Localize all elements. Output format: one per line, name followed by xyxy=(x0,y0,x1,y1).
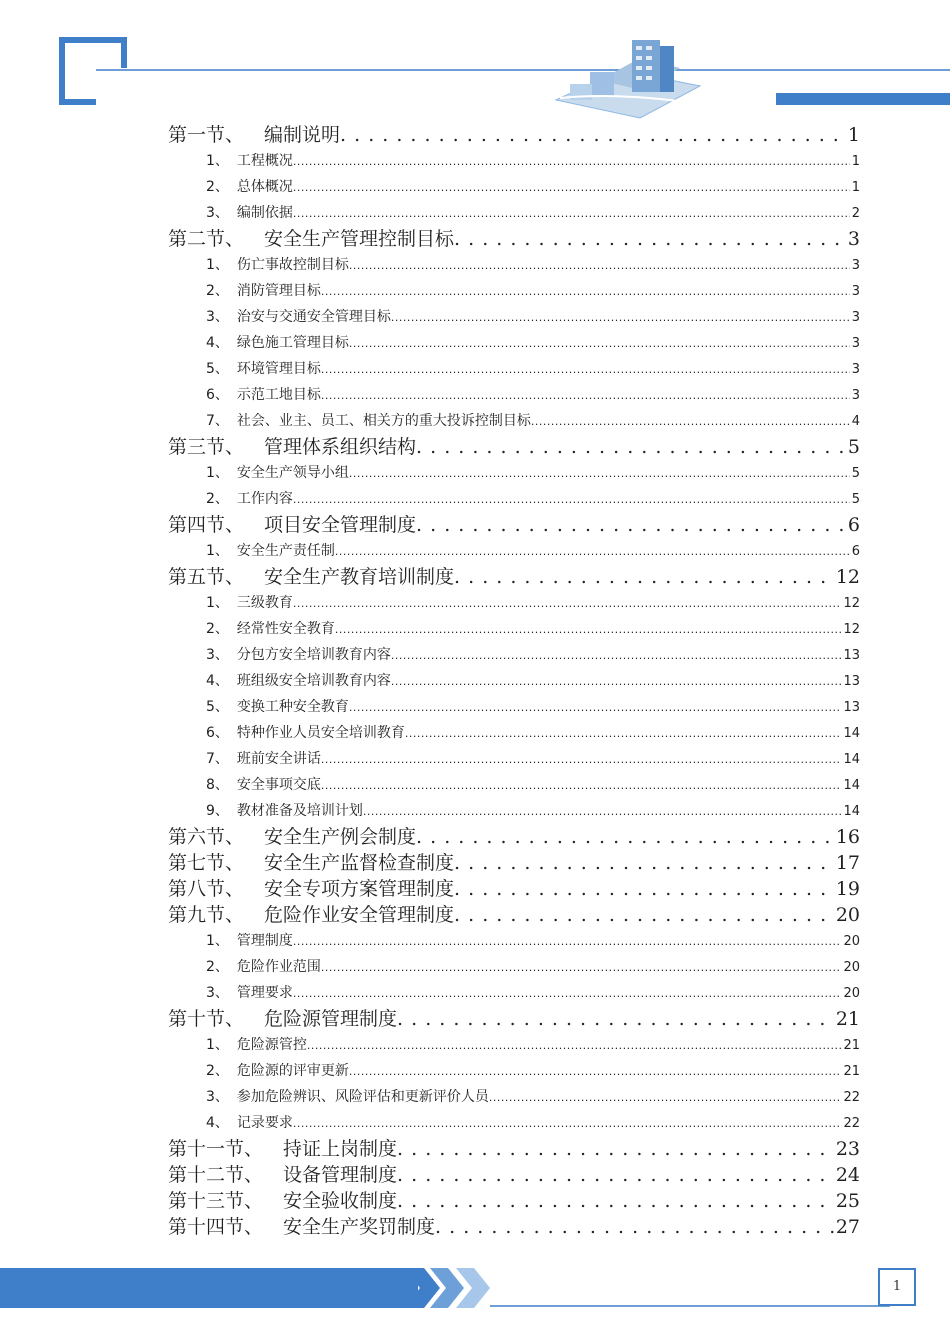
toc-subsection-entry[interactable] xyxy=(168,486,860,512)
toc-entry-number: 第八节、 xyxy=(168,878,245,900)
toc-entry-page: 21 xyxy=(843,1038,860,1053)
toc-entry-page: 14 xyxy=(843,726,860,741)
toc-leader-dots xyxy=(293,590,842,616)
toc-leader-dots xyxy=(454,850,834,876)
toc-subsection-entry[interactable] xyxy=(168,1084,860,1110)
toc-subsection-entry[interactable] xyxy=(168,382,860,408)
toc-entry-title: 绿色施工管理目标 xyxy=(236,335,349,351)
toc-entry-number: 第十三节、 xyxy=(168,1190,264,1212)
toc-section-entry[interactable] xyxy=(168,876,860,902)
toc-entry-number: 2、 xyxy=(206,179,229,195)
toc-entry-number: 1、 xyxy=(206,595,229,611)
toc-entry-title: 安全事项交底 xyxy=(236,777,321,793)
toc-entry-page: 12 xyxy=(835,566,860,588)
toc-subsection-entry[interactable] xyxy=(168,304,860,330)
toc-entry-page: 3 xyxy=(847,228,860,250)
toc-entry-title: 安全生产例会制度 xyxy=(264,826,417,848)
toc-entry-page: 25 xyxy=(835,1190,860,1212)
toc-entry-title: 治安与交通安全管理目标 xyxy=(236,309,391,325)
toc-leader-dots xyxy=(454,876,834,902)
toc-subsection-entry[interactable] xyxy=(168,174,860,200)
toc-leader-dots xyxy=(293,174,850,200)
toc-subsection-entry[interactable] xyxy=(168,148,860,174)
toc-section-entry[interactable] xyxy=(168,824,860,850)
toc-entry-page: 20 xyxy=(843,986,860,1001)
toc-entry-page: 22 xyxy=(843,1090,860,1105)
toc-subsection-entry[interactable] xyxy=(168,356,860,382)
toc-entry-number: 6、 xyxy=(206,725,229,741)
toc-entry-page: 20 xyxy=(843,934,860,949)
toc-entry-title: 参加危险辨识、风险评估和更新评价人员 xyxy=(236,1089,489,1105)
toc-leader-dots xyxy=(321,954,842,980)
toc-leader-dots xyxy=(416,434,846,460)
toc-section-entry[interactable] xyxy=(168,1188,860,1214)
toc-entry-number: 2、 xyxy=(206,621,229,637)
toc-entry-page: 4 xyxy=(851,414,860,429)
toc-entry-title: 安全生产奖罚制度 xyxy=(283,1216,436,1238)
toc-entry-page: 1 xyxy=(851,180,860,195)
toc-entry-title: 安全生产领导小组 xyxy=(236,465,349,481)
toc-entry-number: 3、 xyxy=(206,1089,229,1105)
toc-entry-title: 安全生产教育培训制度 xyxy=(264,566,455,588)
toc-subsection-entry[interactable] xyxy=(168,772,860,798)
toc-leader-dots xyxy=(416,512,846,538)
toc-entry-number: 第五节、 xyxy=(168,566,245,588)
toc-section-entry[interactable] xyxy=(168,1006,860,1032)
toc-subsection-entry[interactable] xyxy=(168,1032,860,1058)
toc-entry-title: 危险源管理制度 xyxy=(264,1008,398,1030)
toc-entry-page: 21 xyxy=(835,1008,860,1030)
toc-entry-number: 2、 xyxy=(206,491,229,507)
toc-leader-dots xyxy=(391,642,842,668)
toc-entry-page: 2 xyxy=(851,206,860,221)
toc-entry-page: 3 xyxy=(851,336,860,351)
toc-leader-dots xyxy=(363,798,842,824)
toc-section-entry[interactable] xyxy=(168,122,860,148)
toc-entry-number: 第十四节、 xyxy=(168,1216,264,1238)
toc-leader-dots xyxy=(349,1058,842,1084)
page-number: 1 xyxy=(878,1268,916,1306)
toc-entry-page: 19 xyxy=(835,878,860,900)
toc-entry-title: 工程概况 xyxy=(236,153,293,169)
toc-leader-dots xyxy=(349,252,850,278)
toc-leader-dots xyxy=(397,1006,834,1032)
toc-leader-dots xyxy=(531,408,850,434)
toc-subsection-entry[interactable] xyxy=(168,590,860,616)
toc-subsection-entry[interactable] xyxy=(168,408,860,434)
toc-entry-title: 编制依据 xyxy=(236,205,293,221)
toc-entry-page: 27 xyxy=(835,1216,860,1238)
toc-entry-page: 3 xyxy=(851,362,860,377)
toc-entry-title: 工作内容 xyxy=(236,491,293,507)
toc-entry-title: 安全验收制度 xyxy=(283,1190,398,1212)
toc-leader-dots xyxy=(416,824,834,850)
toc-entry-title: 管理制度 xyxy=(236,933,293,949)
toc-entry-number: 第九节、 xyxy=(168,904,245,926)
toc-section-entry[interactable] xyxy=(168,1214,860,1240)
toc-subsection-entry[interactable] xyxy=(168,694,860,720)
toc-entry-page: 5 xyxy=(851,466,860,481)
toc-leader-dots xyxy=(321,356,850,382)
toc-entry-title: 危险源的评审更新 xyxy=(236,1063,349,1079)
toc-entry-title: 分包方安全培训教育内容 xyxy=(236,647,391,663)
toc-entry-number: 5、 xyxy=(206,699,229,715)
toc-entry-number: 第七节、 xyxy=(168,852,245,874)
toc-entry-number: 4、 xyxy=(206,335,229,351)
header-decoration xyxy=(0,0,950,120)
toc-section-entry[interactable] xyxy=(168,226,860,252)
toc-entry-number: 第十二节、 xyxy=(168,1164,264,1186)
toc-leader-dots xyxy=(293,200,850,226)
toc-entry-page: 13 xyxy=(843,674,860,689)
toc-entry-title: 安全生产责任制 xyxy=(236,543,335,559)
toc-entry-page: 5 xyxy=(847,436,860,458)
toc-entry-title: 社会、业主、员工、相关方的重大投诉控制目标 xyxy=(236,413,531,429)
footer-decoration xyxy=(0,1255,950,1344)
toc-entry-number: 第十一节、 xyxy=(168,1138,264,1160)
toc-entry-title: 班前安全讲话 xyxy=(236,751,321,767)
toc-entry-page: 14 xyxy=(843,778,860,793)
toc-entry-page: 22 xyxy=(843,1116,860,1131)
toc-entry-title: 三级教育 xyxy=(236,595,293,611)
toc-leader-dots xyxy=(454,226,846,252)
toc-subsection-entry[interactable] xyxy=(168,330,860,356)
toc-entry-title: 危险作业范围 xyxy=(236,959,321,975)
toc-leader-dots xyxy=(293,1110,842,1136)
toc-leader-dots xyxy=(349,460,850,486)
toc-entry-number: 1、 xyxy=(206,257,229,273)
toc-section-entry[interactable] xyxy=(168,850,860,876)
toc-entry-number: 1、 xyxy=(206,933,229,949)
toc-entry-number: 2、 xyxy=(206,959,229,975)
toc-entry-page: 21 xyxy=(843,1064,860,1079)
toc-section-entry[interactable] xyxy=(168,512,860,538)
toc-subsection-entry[interactable] xyxy=(168,278,860,304)
toc-section-entry[interactable] xyxy=(168,902,860,928)
toc-entry-number: 7、 xyxy=(206,751,229,767)
toc-leader-dots xyxy=(293,980,842,1006)
corner-bracket-icon xyxy=(62,40,136,108)
toc-entry-title: 伤亡事故控制目标 xyxy=(236,257,349,273)
toc-entry-page: 13 xyxy=(843,648,860,663)
toc-entry-number: 1、 xyxy=(206,1037,229,1053)
toc-entry-number: 8、 xyxy=(206,777,229,793)
toc-entry-page: 17 xyxy=(835,852,860,874)
toc-subsection-entry[interactable] xyxy=(168,1058,860,1084)
toc-leader-dots xyxy=(321,278,850,304)
toc-subsection-entry[interactable] xyxy=(168,980,860,1006)
toc-leader-dots xyxy=(335,616,842,642)
toc-entry-page: 23 xyxy=(835,1138,860,1160)
toc-leader-dots xyxy=(321,772,842,798)
toc-entry-number: 7、 xyxy=(206,413,229,429)
toc-entry-title: 班组级安全培训教育内容 xyxy=(236,673,391,689)
toc-entry-page: 24 xyxy=(835,1164,860,1186)
toc-entry-number: 1、 xyxy=(206,153,229,169)
toc-entry-number: 2、 xyxy=(206,283,229,299)
toc-entry-title: 教材准备及培训计划 xyxy=(236,803,363,819)
toc-leader-dots xyxy=(293,148,850,174)
toc-leader-dots xyxy=(293,928,842,954)
toc-entry-title: 示范工地目标 xyxy=(236,387,321,403)
toc-leader-dots xyxy=(293,486,850,512)
toc-entry-title: 安全生产管理控制目标 xyxy=(264,228,455,250)
toc-leader-dots xyxy=(307,1032,842,1058)
toc-entry-title: 特种作业人员安全培训教育 xyxy=(236,725,405,741)
toc-section-entry[interactable] xyxy=(168,1136,860,1162)
toc-entry-page: 6 xyxy=(847,514,860,536)
footer-bar xyxy=(0,1268,418,1308)
toc-entry-number: 第一节、 xyxy=(168,124,245,146)
toc-entry-title: 设备管理制度 xyxy=(283,1164,398,1186)
toc-leader-dots xyxy=(391,668,842,694)
toc-entry-number: 2、 xyxy=(206,1063,229,1079)
toc-subsection-entry[interactable] xyxy=(168,720,860,746)
toc-entry-title: 管理体系组织结构 xyxy=(264,436,417,458)
toc-entry-title: 安全生产监督检查制度 xyxy=(264,852,455,874)
toc-entry-page: 3 xyxy=(851,258,860,273)
toc-entry-number: 第二节、 xyxy=(168,228,245,250)
toc-leader-dots xyxy=(349,694,842,720)
header-bar xyxy=(776,93,950,105)
toc-entry-number: 4、 xyxy=(206,1115,229,1131)
toc-entry-title: 危险源管控 xyxy=(236,1037,307,1053)
toc-entry-number: 6、 xyxy=(206,387,229,403)
toc-entry-page: 3 xyxy=(851,388,860,403)
toc-leader-dots xyxy=(397,1136,834,1162)
toc-entry-page: 20 xyxy=(843,960,860,975)
toc-leader-dots xyxy=(454,902,834,928)
toc-subsection-entry[interactable] xyxy=(168,798,860,824)
toc-entry-number: 9、 xyxy=(206,803,229,819)
toc-entry-title: 危险作业安全管理制度 xyxy=(264,904,455,926)
toc-entry-page: 6 xyxy=(851,544,860,559)
building-illustration-icon xyxy=(556,40,700,118)
toc-entry-title: 项目安全管理制度 xyxy=(264,514,417,536)
toc-section-entry[interactable] xyxy=(168,1162,860,1188)
toc-leader-dots xyxy=(397,1162,834,1188)
toc-section-entry[interactable] xyxy=(168,564,860,590)
toc-subsection-entry[interactable] xyxy=(168,668,860,694)
table-of-contents xyxy=(168,122,860,1240)
toc-entry-title: 安全专项方案管理制度 xyxy=(264,878,455,900)
toc-subsection-entry[interactable] xyxy=(168,200,860,226)
toc-leader-dots xyxy=(435,1214,834,1240)
toc-leader-dots xyxy=(335,538,850,564)
toc-entry-title: 编制说明 xyxy=(264,124,341,146)
toc-leader-dots xyxy=(397,1188,834,1214)
toc-entry-number: 4、 xyxy=(206,673,229,689)
toc-entry-number: 3、 xyxy=(206,205,229,221)
toc-entry-title: 经常性安全教育 xyxy=(236,621,335,637)
toc-subsection-entry[interactable] xyxy=(168,538,860,564)
toc-leader-dots xyxy=(340,122,846,148)
toc-entry-number: 3、 xyxy=(206,647,229,663)
toc-entry-page: 20 xyxy=(835,904,860,926)
toc-entry-page: 12 xyxy=(843,596,860,611)
toc-leader-dots xyxy=(321,746,842,772)
toc-subsection-entry[interactable] xyxy=(168,1110,860,1136)
toc-subsection-entry[interactable] xyxy=(168,616,860,642)
toc-subsection-entry[interactable] xyxy=(168,642,860,668)
toc-leader-dots xyxy=(454,564,834,590)
toc-leader-dots xyxy=(391,304,850,330)
toc-entry-page: 12 xyxy=(843,622,860,637)
toc-entry-number: 第十节、 xyxy=(168,1008,245,1030)
toc-entry-number: 1、 xyxy=(206,543,229,559)
toc-entry-number: 第六节、 xyxy=(168,826,245,848)
toc-subsection-entry[interactable] xyxy=(168,746,860,772)
toc-entry-title: 消防管理目标 xyxy=(236,283,321,299)
toc-entry-title: 管理要求 xyxy=(236,985,293,1001)
toc-entry-number: 1、 xyxy=(206,465,229,481)
toc-entry-page: 3 xyxy=(851,310,860,325)
toc-leader-dots xyxy=(489,1084,842,1110)
toc-entry-title: 持证上岗制度 xyxy=(283,1138,398,1160)
toc-subsection-entry[interactable] xyxy=(168,954,860,980)
toc-entry-number: 3、 xyxy=(206,985,229,1001)
toc-entry-number: 5、 xyxy=(206,361,229,377)
toc-entry-title: 变换工种安全教育 xyxy=(236,699,349,715)
toc-leader-dots xyxy=(405,720,842,746)
toc-entry-number: 3、 xyxy=(206,309,229,325)
toc-entry-page: 14 xyxy=(843,752,860,767)
toc-leader-dots xyxy=(349,330,850,356)
toc-entry-page: 3 xyxy=(851,284,860,299)
toc-entry-page: 16 xyxy=(835,826,860,848)
toc-section-entry[interactable] xyxy=(168,434,860,460)
toc-entry-title: 记录要求 xyxy=(236,1115,293,1131)
toc-entry-page: 1 xyxy=(847,124,860,146)
toc-entry-number: 第三节、 xyxy=(168,436,245,458)
toc-entry-title: 环境管理目标 xyxy=(236,361,321,377)
toc-entry-page: 14 xyxy=(843,804,860,819)
toc-subsection-entry[interactable] xyxy=(168,252,860,278)
toc-entry-number: 第四节、 xyxy=(168,514,245,536)
toc-entry-title: 总体概况 xyxy=(236,179,293,195)
toc-subsection-entry[interactable] xyxy=(168,928,860,954)
toc-entry-page: 13 xyxy=(843,700,860,715)
toc-entry-page: 1 xyxy=(851,154,860,169)
toc-leader-dots xyxy=(321,382,850,408)
toc-entry-page: 5 xyxy=(851,492,860,507)
toc-subsection-entry[interactable] xyxy=(168,460,860,486)
